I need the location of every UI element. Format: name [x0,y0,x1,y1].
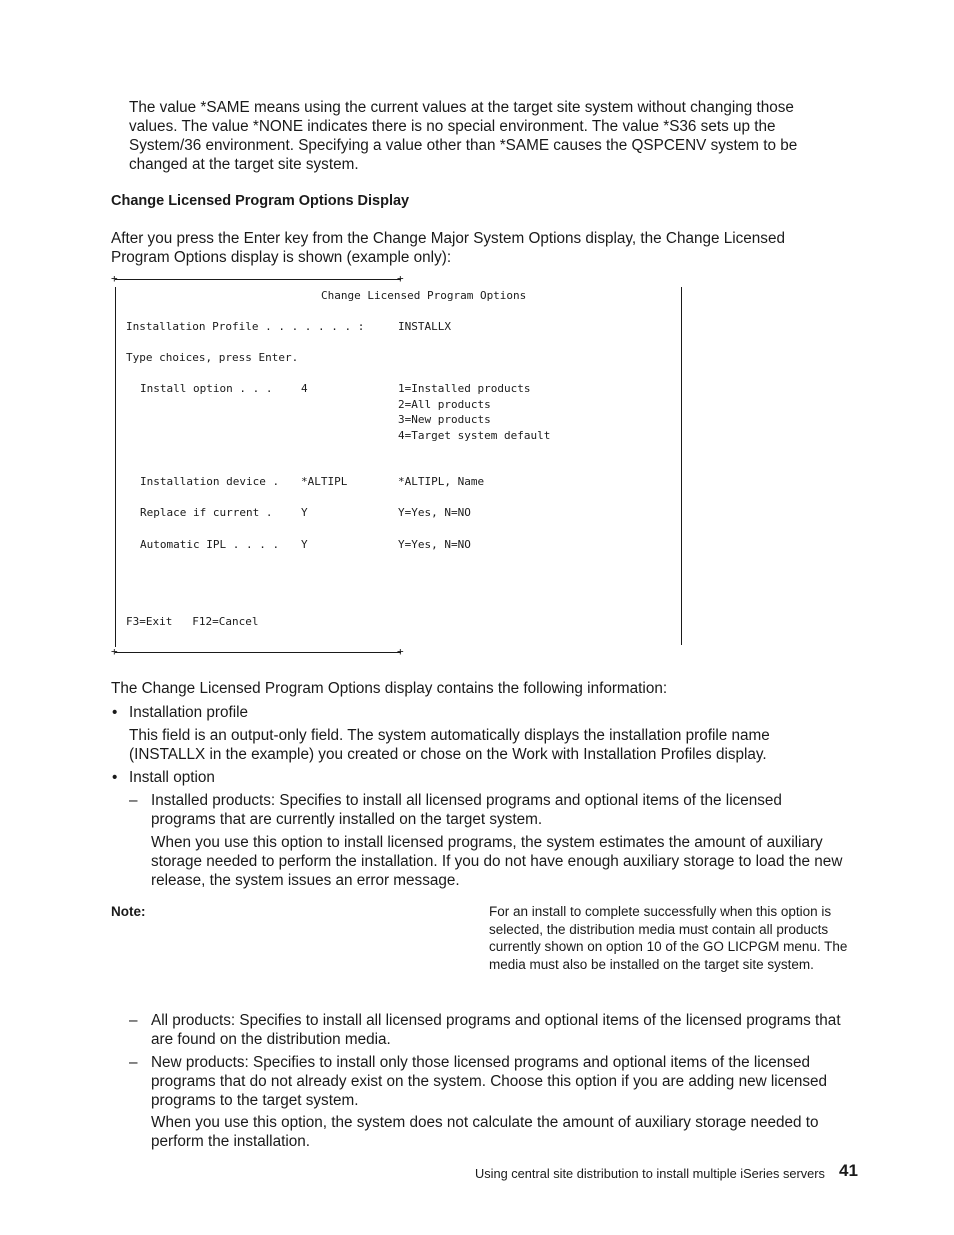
option-installed-products: Installed products: Specifies to install all licensed programs and optional items of the licensed programs that are currently installed on the target system. [151,792,782,828]
ipl-value: Y [301,538,308,551]
device-label: Installation device . [140,475,280,488]
install-option-choice: 3=New products [398,413,491,426]
left-border [115,287,116,647]
bullet-title-install-option: Install option [129,769,215,786]
ipl-hint: Y=Yes, N=NO [398,538,471,551]
bullet-text-installation-profile: This field is an output-only field. The system automatically displays the installation profile name (INSTALLX in the example) you created or chose on the Work with Installation Profiles display. [129,727,770,763]
ipl-label: Automatic IPL . . . . [140,538,280,551]
install-option-choice: 4=Target system default [398,429,551,442]
option-all-products: All products: Specifies to install all licensed programs and optional items of the licensed programs that are found on the distribution media. [151,1012,841,1048]
install-option-label: Install option . . . [140,382,273,395]
option-installed-detail: When you use this option to install licensed programs, the system estimates the amount of auxiliary storage needed to perform the installation. If you do not have enough auxiliary storage to load the new release, the system issues an error message. [151,834,843,889]
bullet-marker: • [112,704,118,721]
option-new-detail: When you use this option, the system does not calculate the amount of auxiliary storage needed to perform the installation. [151,1114,819,1150]
install-option-choice: 1=Installed products [398,382,531,395]
section-intro: After you press the Enter key from the Change Major System Options display, the Change Licensed Program Options display is shown (example only): [111,230,785,266]
device-value: *ALTIPL [301,475,348,488]
screen-instruction: Type choices, press Enter. [126,351,299,364]
bullet-title-installation-profile: Installation profile [129,704,249,721]
corner-marker: + [397,272,404,285]
note-text: For an install to complete successfully when this option is selected, the distribution media must contain all products currently shown on option 10 of the GO LICPGM menu. The media must also be installed on the target site system. [489,904,848,972]
dash-marker: – [129,1054,138,1071]
replace-label: Replace if current . [140,506,273,519]
section-heading: Change Licensed Program Options Display [111,193,410,209]
bottom-border [115,652,401,653]
terminal-screen [111,271,689,659]
install-option-choice: 2=All products [398,398,491,411]
dash-marker: – [129,792,138,809]
intro-paragraph: The value *SAME means using the current values at the target site system without changing those values. The value *NONE indicates there is no special environment. The value *S36 sets up the System/36 environment. Specifying a value other than *SAME causes the QSPCENV system to be changed at the target site system. [129,99,798,173]
contains-info: The Change Licensed Program Options display contains the following information: [111,680,668,697]
device-hint: *ALTIPL, Name [398,475,485,488]
top-border [115,279,401,280]
corner-marker: + [397,645,404,658]
footer-text: Using central site distribution to install multiple iSeries servers [475,1166,825,1181]
right-border [681,287,682,645]
screen-title: Change Licensed Program Options [321,289,527,302]
replace-hint: Y=Yes, N=NO [398,506,471,519]
function-keys: F3=Exit F12=Cancel [126,615,259,628]
note-label: Note: [111,904,146,919]
profile-value: INSTALLX [398,320,451,333]
bullet-marker: • [112,769,118,786]
corner-marker: + [111,645,118,658]
install-option-value: 4 [301,382,308,395]
dash-marker: – [129,1012,138,1029]
profile-label: Installation Profile . . . . . . . : [126,320,365,333]
page-number: 41 [839,1161,858,1180]
option-new-products: New products: Specifies to install only those licensed programs and optional items of the licensed programs that do not already exist on the system. Choose this option if you are adding new licensed programs to the target system. [151,1054,827,1109]
corner-marker: + [111,272,118,285]
replace-value: Y [301,506,308,519]
